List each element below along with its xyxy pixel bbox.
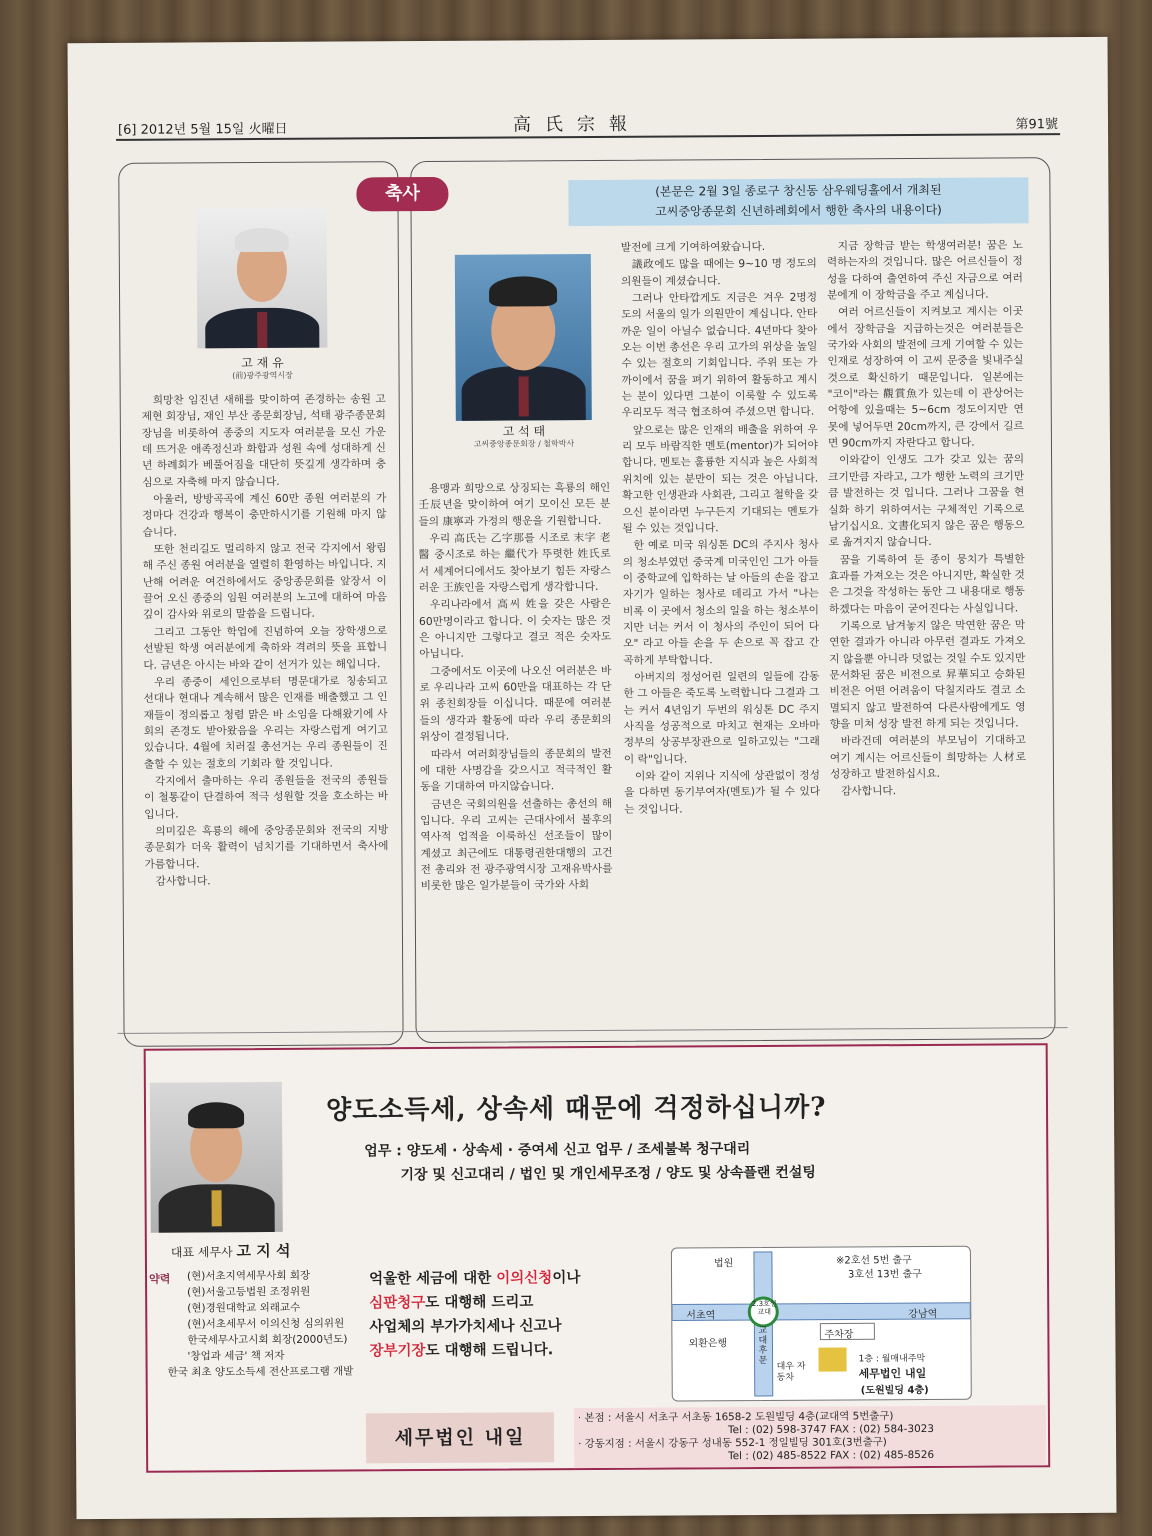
branch-tel: Tel : (02) 485-8522 FAX : (02) 485-8526 [728, 1448, 935, 1463]
speech-2-column-2 [621, 239, 821, 819]
desc-highlight: 심판청구 [369, 1295, 426, 1312]
firm-name: 세무법인 내일 [366, 1412, 554, 1463]
paragraph: 꿈을 기록하여 둔 종이 뭉치가 특별한 효과를 가져오는 것은 아니지만, 확실한 것은 그것을 작성하는 동안 그 내용대로 행동하겠다는 마음이 굳어진다는 사실입니다. [828, 551, 1025, 616]
issue-number: 第91號 [1015, 117, 1059, 133]
desc-text: 사업체의 부가가치세나 신고나 [369, 1318, 562, 1336]
person-1-role: (前)광주광역시장 [232, 370, 293, 381]
services-line-1: 양도세 · 상속세 · 증여세 신고 업무 / 조세불복 청구대리 [406, 1141, 751, 1160]
main-tel: Tel : (02) 598-3747 FAX : (02) 584-3023 [727, 1422, 934, 1437]
career-item: (현)경원대학교 외래교수 [187, 1301, 301, 1315]
services-label: 업무 : [364, 1143, 402, 1160]
paragraph: 의미깊은 흑룡의 해에 중앙종문회와 전국의 지방 종문회가 더욱 활력이 넘치기를 기대하면서 축사에 가름합니다. [144, 823, 389, 871]
note-line-1: (본문은 2월 3일 종로구 창신동 삼우웨딩홀에서 개최된 [655, 182, 942, 199]
issue-date: [6] 2012년 5월 15일 火曜日 [117, 121, 288, 138]
note-banner [568, 177, 1028, 226]
rep-name: 고 지 석 [236, 1241, 291, 1261]
location-map [671, 1246, 972, 1402]
main-office: · 본점 : 서울시 서초구 서초동 1658-2 도원빌딩 4층(교대역 5번출구) [577, 1410, 894, 1425]
paragraph: 발전에 크게 기여하여왔습니다. [620, 239, 766, 254]
career-item: (현)서초세무서 이의신청 심의위원 [187, 1317, 345, 1331]
map-parking: 주차장 [824, 1329, 854, 1341]
desc-text: 억울한 세금에 대한 [369, 1270, 497, 1288]
portrait-photo-2 [455, 254, 592, 421]
note-line-2: 고씨중앙종문회 신년하례회에서 행한 축사의 내용이다) [655, 202, 942, 219]
speech-2-column-1 [418, 480, 613, 896]
ad-headline: 양도소득세, 상속세 때문에 걱정하십니까? [325, 1092, 827, 1126]
paragraph: 감사합니다. [155, 874, 211, 888]
paragraph: 이와같이 인생도 그가 갖고 있는 꿈의 크기만큼 자라고, 그가 행한 노력의 크기만큼 발전하는 것 입니다. 그러나 그꿈을 현실화 하기 위하여서는 구체적인 기록으로 남기십시요. 文書化되지 않은 꿈은 행동으로 옮겨지지 않습니다. [828, 452, 1025, 549]
services-line-2: 기장 및 신고대리 / 법인 및 개인세무조정 / 양도 및 상속플랜 컨설팅 [400, 1164, 816, 1184]
desc-text: 도 대행해 드립니다. [425, 1342, 554, 1360]
paragraph: 또한 천리길도 멀리하지 않고 전국 각지에서 왕림해 주신 종원 여러분을 열렬히 환영하는 바입니다. 지난해 어려운 여건하에서도 중앙종문회를 앞장서 이끌어 오신 종중의 임원 여러분의 노고에 대하여 마음깊이 감사와 위로의 말씀을 드립니다. [142, 541, 387, 622]
branch-office: · 강동지점 : 서울시 강동구 성내동 552-1 정일빌딩 301호(3번출구) [578, 1436, 887, 1451]
paragraph: 한 예로 미국 워싱톤 DC의 주지사 청사의 청소부였던 중국계 미국인인 그가 아들이 중학교에 입학하는 날 아들의 손을 잡고 자기가 일하는 청사로 데리고 가서 "나는 비록 이 곳에서 청소의 일을 하는 청소부이지만 너는 커서 이 청사의 주인이 되어 다오" 라고 아들 손을 두 손으로 꼭 잡고 간곡하게 부탁합니다. [622, 537, 820, 667]
career-item: (현)서울고등법원 조정위원 [187, 1285, 311, 1299]
newspaper-title: 高氏宗報 [512, 113, 642, 136]
paragraph: 그리고 그동안 학업에 진념하여 오늘 장학생으로 선발된 학생 여러분에게 축하와 격려의 뜻을 표합니다. 금년은 아시는 바와 같이 선거가 있는 해입니다. [143, 624, 388, 672]
map-firm: 세무법인 내일 [858, 1366, 927, 1381]
section-tag: 축사 [356, 177, 448, 212]
rep-title: 대표 세무사 [170, 1245, 233, 1260]
person-1-name: 고 재 유 [241, 355, 284, 371]
map-bank: 외환은행 [688, 1338, 728, 1350]
map-road: 교대후문 [758, 1325, 768, 1366]
paragraph: 지금 장학금 받는 학생여러분! 꿈은 노력하는자의 것입니다. 많은 어르신들이 정성을 다하여 출연하여 주신 자금으로 여러분에게 이 장학금을 주고 계십니다. [826, 238, 1023, 302]
map-daewoo: 대우 자동차 [776, 1361, 806, 1383]
desc-highlight: 장부기장 [369, 1343, 426, 1360]
paragraph: 아울러, 방방곡곡에 계신 60만 종원 여러분의 가정마다 건강과 행복이 충만하시기를 기원해 마지 않습니다. [142, 491, 387, 539]
newspaper-page [68, 37, 1117, 1519]
paragraph: 기록으로 남겨놓지 않은 막연한 꿈은 막연한 결과가 아니라 아무런 결과도 가져오지 않을뿐 아니라 덧없는 것일 수도 있지만 문서화된 꿈은 비전으로 昇華되고 승화된 비전은 어떤 어려움이 닥칠지라도 결코 소멸되지 않고 발전하여 다른사람에게도 영향을 미쳐 성장 발전 하게 되는 것입니다. [829, 618, 1026, 731]
paragraph: 금년은 국회의원을 선출하는 총선의 해입니다. 우리 고씨는 근대사에서 불후의 역사적 업적을 이룩하신 선조들이 많이 계셨고 최근에도 대통령권한대행의 고건 전 총리와 전 광주광역시장 고재유박사를 비롯한 많은 일가분들이 국가와 사회 [420, 796, 613, 893]
ad-description [369, 1266, 581, 1363]
paragraph: 우리 高氏는 乙字那를 시조로 末字 老醫 중시조로 하는 繼代가 뚜렷한 姓氏로서 세계어디에서도 찾아보기 힘든 자랑스러운 王族인을 자랑스럽게 생각합니다. [418, 530, 611, 595]
portrait-photo-1 [197, 208, 328, 349]
ad-services [364, 1137, 816, 1188]
paragraph: 우리나라에서 高씨 姓을 갖은 사람은 60만명이라고 합니다. 이 숫자는 많은 것은 아니지만 그렇다고 결코 적은 숫자도 아닙니다. [418, 597, 612, 661]
career-item: 한국세무사고시회 회장(2000년도) [187, 1333, 348, 1347]
map-note-2: 3호선 13번 출구 [848, 1268, 922, 1281]
paragraph: 감사합니다. [841, 784, 897, 798]
map-station: 2.3호선 교대 [751, 1299, 777, 1316]
desc-highlight: 이의신청 [496, 1270, 553, 1287]
paragraph: 그러나 안타깝게도 지금은 겨우 2명정도의 서울의 일가 의원만이 계십니다. 안타까운 일이 아닐수 없습니다. 4년마다 찾아오는 이번 총선은 우리 고가의 위상을 높일 수 있는 절호의 기회입니다. 주위 또는 가까이에서 꿈을 펴기 위하여 활동하고 계시는 분이 있다면 그분이 이룩할 수 있도록 우리모두 적극 협조하여 주셨으면 합니다. [621, 290, 818, 420]
paragraph: 議政에도 많을 때에는 9~10 명 정도의 의원들이 계셨습니다. [620, 256, 817, 288]
paragraph: 용맹과 희망으로 상징되는 흑룡의 해인 壬辰년을 맞이하여 여기 모이신 모든 분들의 康寧과 가정의 행운을 기원합니다. [418, 480, 611, 528]
paragraph: 아버지의 정성어린 일련의 일들에 감동한 그 아들은 죽도록 노력합니다 그결과 그는 커서 4년임기 두번의 워싱톤 DC 주지사직을 성공적으로 마치고 현재는 오바마 정부의 상공부장관으로 일하고있는 "그래이 락"입니다. [623, 669, 820, 766]
map-east: 강남역 [908, 1308, 938, 1321]
paragraph: 그중에서도 이곳에 나오신 여러분은 바로 우리나라 고씨 60만을 대표하는 각 단위 종친회장들 이십니다. 때문에 여러분들의 생각과 활동에 따라 우리 종문회의 위상이 결정됩니다. [419, 663, 612, 744]
paragraph: 여러 어르신들이 지켜보고 계시는 이곳에서 장학금을 지급하는것은 여러분들은 국가와 사회의 발전에 크게 기여할 수 있는 인재로 성장하여 이 고씨 문중을 빛내주실 것으로 확신하기 때문입니다. 일본에는 "코이"라는 觀賞魚가 있는데 이 관상어는 어항에 있을때는 5~6cm 정도이지만 연못에 넣어두면 20cm까지, 큰 강에서 길르면 90cm까지 자란다고 합니다. [827, 304, 1024, 450]
desc-text: 도 대행해 드리고 [425, 1294, 534, 1312]
map-note-1: ※2호선 5번 출구 [835, 1255, 912, 1267]
career-list [167, 1267, 354, 1380]
paragraph: 앞으로는 많은 인재의 배출을 위하여 우리 모두 바람직한 멘토(mentor)가 되어야 합니다. 멘토는 훌륭한 지식과 높은 사회적 위치에 있는 분만이 되는 것은 아닙니다. 확고한 인생관과 사회관, 그리고 철학을 갖으신 분이라면 누구든지 기대되는 멘토가 될 수 있는 것입니다. [621, 422, 819, 535]
person-2-name: 고 석 태 [502, 424, 546, 439]
career-label: 약력 [149, 1272, 171, 1286]
career-item: (현)서초지역세무사회 회장 [187, 1269, 311, 1283]
paragraph: 이와 같이 지위나 지식에 상관없이 정성을 다하면 동기부여자(멘토)가 될 수 있다는 것입니다. [624, 768, 821, 816]
desc-text: 이나 [552, 1270, 581, 1287]
paragraph: 따라서 여러회장님들의 종문회의 발전에 대한 사명감을 갖으시고 적극적인 활동을 기대하여 마지않습니다. [419, 746, 612, 794]
map-west: 서초역 [686, 1310, 716, 1322]
map-building: (도원빌딩 4층) [860, 1384, 929, 1397]
career-item: 한국 최초 양도소득세 전산프로그램 개발 [167, 1365, 354, 1379]
representative-photo [150, 1082, 283, 1233]
person-2-role: 고씨중앙종문회장 / 철학박사 [473, 439, 575, 449]
speech-1-column [142, 391, 389, 891]
representative-caption [171, 1240, 291, 1262]
paragraph: 바라건데 여러분의 부모님이 기대하고 여기 계시는 어르신들이 희망하는 人材로 성장하고 발전하십시요. [829, 733, 1026, 781]
firm-addresses [574, 1405, 1046, 1468]
paragraph: 각지에서 출마하는 우리 종원들을 전국의 종원들이 철통같이 단결하여 적극 성원할 것을 호소하는 바입니다. [144, 773, 389, 821]
paragraph: 우리 종중이 세인으로부터 명문대가로 칭송되고 선대나 현대나 계속해서 많은 인재를 배출했고 그 인재들이 정의롭고 청렴 맑은 바 소임을 다해왔기에 사회의 존경도 받아왔음을 우리는 자랑스럽게 여기고 있습니다. 4월에 치러질 총선거는 우리 종원들이 진출할 수 있는 절호의 기회라 할 것입니다. [143, 674, 388, 771]
map-floor: 1층 : 월매내주막 [858, 1353, 926, 1365]
paragraph: 희망찬 임진년 새해를 맞이하여 존경하는 송원 고제현 회장님, 재인 부산 종문회장님, 석태 광주종문회장님을 비롯하여 종중의 지도자 여러분을 모신 가운데 뜨거운 애족정신과 화합과 성원 속에 성대하게 신년 하례회가 베풀어짐을 대단히 뜻깊게 생각하며 충심으로 자축해 마지 않습니다. [141, 392, 387, 489]
tax-firm-advertisement [144, 1043, 1051, 1473]
speech-2-column-3 [827, 237, 1026, 801]
map-court: 법원 [713, 1258, 734, 1270]
career-item: '창업과 세금' 책 저자 [187, 1349, 285, 1363]
